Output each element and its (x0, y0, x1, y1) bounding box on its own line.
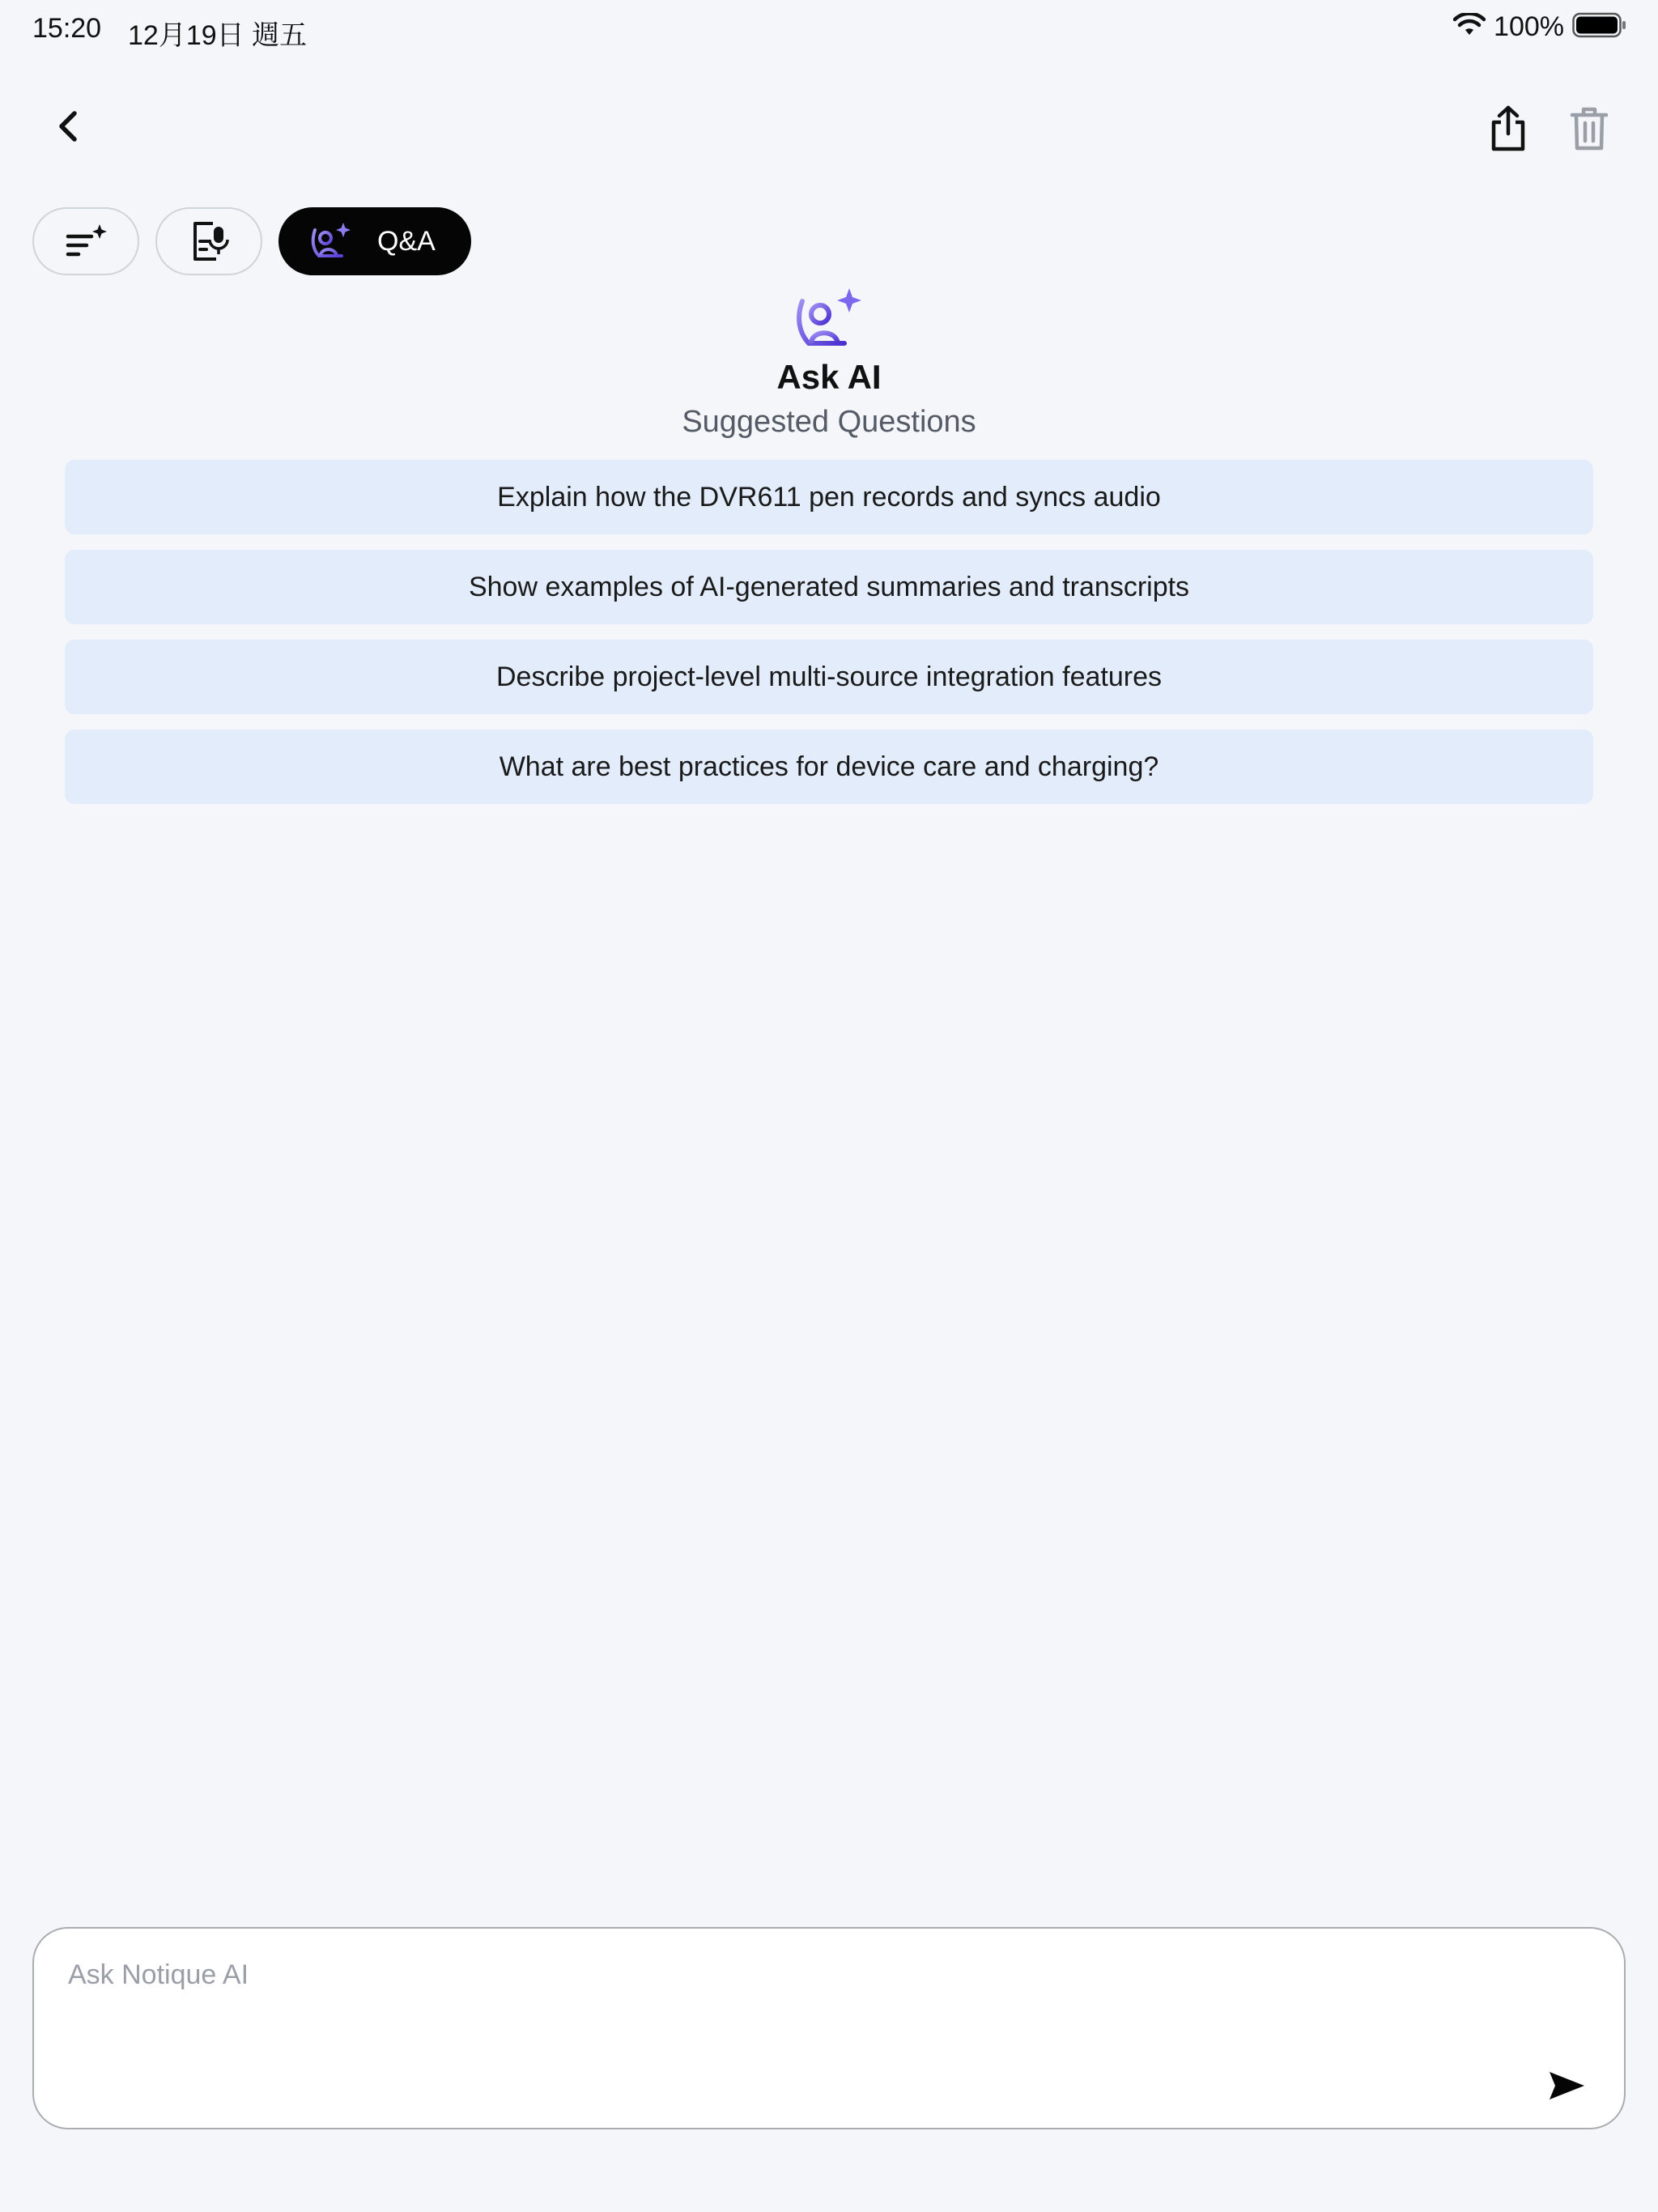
section-subtitle: Suggested Questions (682, 405, 976, 439)
status-time: 15:20 (32, 13, 102, 44)
chevron-left-icon (52, 107, 84, 146)
trash-icon (1569, 105, 1609, 152)
summary-sparkle-icon (64, 222, 108, 261)
ask-ai-hero (0, 285, 1658, 440)
battery-percent: 100% (1494, 11, 1564, 42)
tab-qa[interactable] (278, 207, 471, 275)
battery-icon (1572, 12, 1627, 42)
mode-tabs (32, 207, 471, 275)
share-button[interactable] (1482, 100, 1535, 157)
wifi-icon (1453, 13, 1486, 41)
send-button[interactable] (1538, 2061, 1595, 2110)
tab-summary[interactable] (32, 207, 139, 275)
suggested-question[interactable]: Show examples of AI-generated summaries and transcripts (65, 550, 1593, 624)
suggested-questions (65, 460, 1593, 819)
suggested-question[interactable]: What are best practices for device care and charging? (65, 730, 1593, 804)
tab-transcript[interactable] (155, 207, 262, 275)
status-date: 12月19日 週五 (128, 20, 308, 51)
suggested-question[interactable]: Explain how the DVR611 pen records and syncs audio (65, 460, 1593, 534)
composer (32, 1927, 1626, 2129)
status-bar (0, 0, 1658, 58)
delete-button[interactable] (1562, 100, 1616, 157)
tab-qa-label: Q&A (377, 225, 436, 257)
status-right (1453, 11, 1627, 43)
ask-ai-icon (309, 220, 353, 262)
share-icon (1487, 104, 1529, 153)
suggested-question[interactable]: Describe project-level multi-source integration features (65, 640, 1593, 714)
send-icon (1547, 2069, 1586, 2102)
ask-input[interactable] (66, 1958, 1511, 2091)
page-title: Ask AI (776, 358, 882, 396)
ask-ai-icon (793, 285, 865, 353)
back-button[interactable] (42, 97, 94, 155)
transcript-mic-icon (189, 220, 229, 262)
